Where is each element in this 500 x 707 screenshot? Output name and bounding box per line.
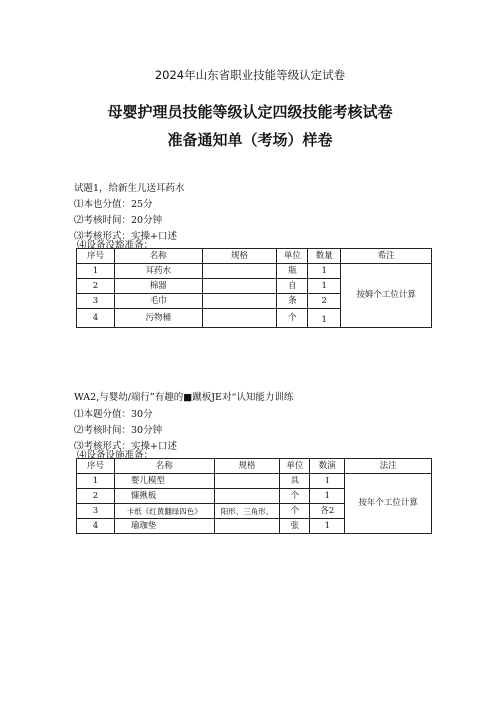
q1-equipment-table — [76, 248, 432, 328]
cell-spec — [202, 294, 277, 309]
table-header-row — [77, 249, 432, 264]
cell-unit: 瓶 — [277, 264, 308, 279]
q2-form: ⑶考核形式：实操+口述 — [74, 441, 177, 452]
cell-index: 1 — [77, 264, 115, 279]
table-header-row — [77, 459, 432, 474]
cell-spec — [214, 474, 280, 489]
col-header-name: 名称 — [114, 459, 214, 474]
cell-spec — [202, 264, 277, 279]
q2-time: ⑵考核时间：30分钟 — [74, 425, 163, 436]
cell-index: 1 — [77, 474, 115, 489]
main-title-line2: 准备通知单（考场）样卷 — [167, 131, 333, 149]
q2-heading: WA2,与婴幼/端行”有趣的■蹴板JE对“认知能力训练 — [74, 392, 294, 403]
cell-unit: 个 — [280, 489, 310, 504]
col-header-qty: 数量 — [308, 249, 341, 264]
cell-name: 婴儿模型 — [114, 474, 214, 489]
cell-unit: 条 — [277, 294, 308, 309]
cell-index: 2 — [77, 489, 115, 504]
q1-heading: 试题1，给新生儿送耳药水 — [74, 183, 185, 194]
cell-unit: 具 — [280, 474, 310, 489]
cell-qty: 1 — [310, 489, 345, 504]
cell-index: 3 — [77, 504, 115, 519]
cell-name: 棉器 — [114, 279, 202, 294]
col-header-index: 序号 — [77, 459, 115, 474]
table-row — [77, 264, 432, 279]
col-header-index: 序号 — [77, 249, 115, 264]
cell-spec — [202, 309, 277, 328]
cell-index: 2 — [77, 279, 115, 294]
col-header-note: 希注 — [341, 249, 432, 264]
q2-equipment-table — [76, 458, 432, 534]
cell-name: 瑜珈垫 — [114, 519, 214, 534]
cell-qty: 2 — [308, 294, 341, 309]
cell-name: 毛巾 — [114, 294, 202, 309]
cell-unit: 自 — [277, 279, 308, 294]
cell-index: 3 — [77, 294, 115, 309]
q1-time: ⑵考核时间：20分钟 — [74, 215, 163, 226]
cell-spec — [202, 279, 277, 294]
cell-index: 4 — [77, 309, 115, 328]
cell-unit: 个 — [277, 309, 308, 328]
q2-equipment-label: ⑷设备设施准备： — [77, 450, 154, 461]
col-header-qty: 数演 — [310, 459, 345, 474]
cell-qty: 1 — [310, 519, 345, 534]
col-header-spec: 规格 — [202, 249, 277, 264]
q1-score: ⑴本也分值：25分 — [74, 199, 153, 210]
cell-qty: 各2 — [310, 504, 345, 519]
cell-name: 慷揪板 — [114, 489, 214, 504]
cell-spec: 阳形、三角形、 — [214, 504, 280, 519]
cell-unit: 张 — [280, 519, 310, 534]
col-header-spec: 规格 — [214, 459, 280, 474]
col-header-name: 名称 — [114, 249, 202, 264]
main-title-line1: 母婴护理员技能等级认定四级技能考核试卷 — [107, 103, 393, 121]
cell-name: 耳药水 — [114, 264, 202, 279]
cell-spec — [214, 489, 280, 504]
cell-qty: 1 — [308, 279, 341, 294]
q2-score: ⑴本题分值：30分 — [74, 409, 153, 420]
cell-index: 4 — [77, 519, 115, 534]
cell-qty: 1 — [308, 264, 341, 279]
cell-name: 卡纸《红黄翻绿四色》 — [114, 504, 214, 519]
cell-qty: 1 — [308, 309, 341, 328]
cell-note: 按年个工位计算 — [345, 474, 432, 534]
cell-qty: I — [310, 474, 345, 489]
col-header-note: 法注 — [345, 459, 432, 474]
cell-spec — [214, 519, 280, 534]
table-row — [77, 474, 432, 489]
q1-equipment-label: ⑷设备没豁准备： — [77, 240, 154, 251]
cell-unit: 个 — [280, 504, 310, 519]
cell-note: 按姆个工位计算 — [341, 264, 432, 328]
q1-form: ⑶考核形式：实操+口述 — [74, 231, 177, 242]
col-header-unit: 单位 — [277, 249, 308, 264]
col-header-unit: 单位 — [280, 459, 310, 474]
exam-header: 2024年山东省职业技能等级认定试卷 — [154, 68, 346, 82]
cell-name: 污物桶 — [114, 309, 202, 328]
